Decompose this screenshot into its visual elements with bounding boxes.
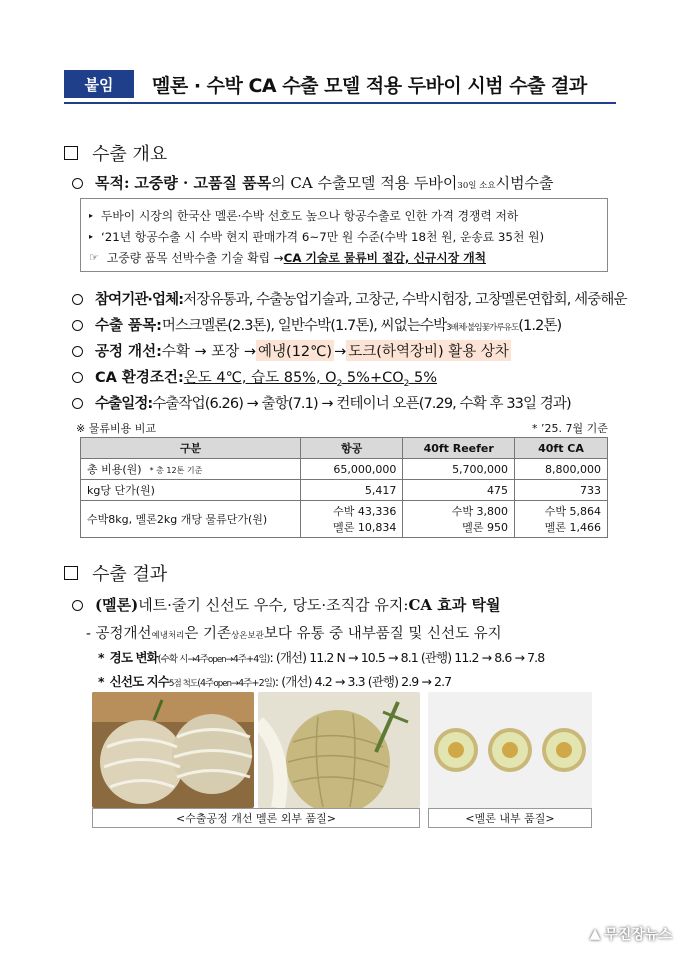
asterisk-bullet: * [98, 674, 104, 689]
caption-interior: <멜론 내부 품질> [428, 808, 592, 828]
mountain-logo-icon: ▲ [589, 926, 601, 942]
circle-bullet-icon [72, 294, 83, 305]
section-title: 수출 개요 [92, 144, 168, 165]
cost-table [80, 437, 608, 538]
table-header-row: 구분 항공 40ft Reefer 40ft CA [81, 438, 608, 459]
circle-bullet-icon [72, 398, 83, 409]
background-box [80, 198, 608, 272]
pointing-hand-icon: ☞ [89, 251, 99, 264]
table-row: kg당 단가(원) 5,417 475 733 [81, 480, 608, 501]
circle-bullet-icon [72, 600, 83, 611]
attachment-tag: 붙임 [64, 70, 134, 98]
melon-result-item: (멜론) 네트·줄기 신선도 우수, 당도·조직감 유지: CA 효과 탁월 [72, 594, 500, 615]
circle-bullet-icon [72, 372, 83, 383]
freshness-line: * 신선도 지수 5점 척도 (4주 open →4주+2일) : (개선) 4.2 → 3.3 (관행) 2.9 → 2.7 [98, 674, 452, 689]
melon-net-photo [258, 692, 420, 808]
square-bullet-icon [64, 566, 78, 580]
title-divider [64, 102, 616, 104]
ca-conditions-item: CA 환경조건: 온도 4℃, 습도 85%, $O_2$ $5\%+CO_2$ 5% [72, 366, 437, 389]
section-title: 수출 결과 [92, 564, 168, 585]
table-row: 총 비용(원) * 총 12톤 기준 65,000,000 5,700,000 8,800,000 [81, 459, 608, 480]
cost-note: ※ 물류비용 비교 [76, 422, 156, 435]
schedule-item: 수출일정: 수출작업(6.26) → 출항(7.1) → 컨테이너 오픈(7.29, 수확 후 33일 경과) [72, 392, 571, 413]
triangle-bullet-icon: ▸ [89, 232, 94, 241]
circle-bullet-icon [72, 320, 83, 331]
box-line: ☞ 고중량 품목 선박수출 기술 확립 → CA 기술로 물류비 절감, 신규시장 개척 [89, 251, 487, 265]
square-bullet-icon [64, 146, 78, 160]
process-item: 공정 개선: 수확 → 포장 → 예냉(12℃) → 도크(하역장비) 활용 상차 [72, 340, 511, 361]
header [64, 68, 616, 102]
box-line: ▸ 두바이 시장의 한국산 멜론·수박 선호도 높으나 항공수출로 인한 가격 경쟁력 저하 [89, 209, 519, 223]
section-export-results [64, 560, 167, 586]
page-title: 멜론 · 수박 CA 수출 모델 적용 두바이 시범 수출 결과 [152, 75, 587, 97]
circle-bullet-icon [72, 346, 83, 357]
asterisk-bullet: * [98, 650, 104, 665]
purpose-item: 목적: 고중량 · 고품질 품목 의 CA 수출모델 적용 두바이 30일 소요 시범수출 [72, 172, 554, 193]
watermark: ▲ 무진장뉴스 [589, 926, 672, 943]
section-export-overview [64, 140, 167, 166]
hardness-line: * 경도 변화 (수확 시→4주 open →4주+4일) : (개선) 11.2 N → 10.5 → 8.1 (관행) 11.2 → 8.6 → 7.8 [98, 650, 545, 665]
process-compare-line: - 공정개선 예냉처리 은 기존 상온보관 보다 유통 중 내부품질 및 신선도 유지 [86, 626, 502, 642]
melon-interior-photo [428, 692, 592, 808]
box-line: ▸ ‘21년 항공수출 시 수박 현지 판매가격 6~7만 원 수준(수박 18천 원, 운송료 35천 원) [89, 230, 545, 244]
items-item: 수출 품목: 머스크멜론(2.3톤), 일반수박(1.7톤), 씨없는수박 3배체·불임꽃가루유도 (1.2톤) [72, 314, 561, 335]
circle-bullet-icon [72, 178, 83, 189]
participants-item: 참여기관·업체: 저장유통과, 수출농업기술과, 고창군, 수박시험장, 고창멜론연합회, 세중해운 [72, 288, 627, 309]
melon-box-photo [92, 692, 254, 808]
triangle-bullet-icon: ▸ [89, 211, 94, 220]
date-note: * ’25. 7월 기준 [532, 422, 608, 435]
table-row: 수박8kg, 멜론2kg 개당 물류단가(원) 수박 43,336 멜론 10,834 수박 3,800 멜론 950 수박 5,864 멜론 1,466 [81, 501, 608, 538]
caption-exterior: <수출공정 개선 멜론 외부 품질> [92, 808, 420, 828]
